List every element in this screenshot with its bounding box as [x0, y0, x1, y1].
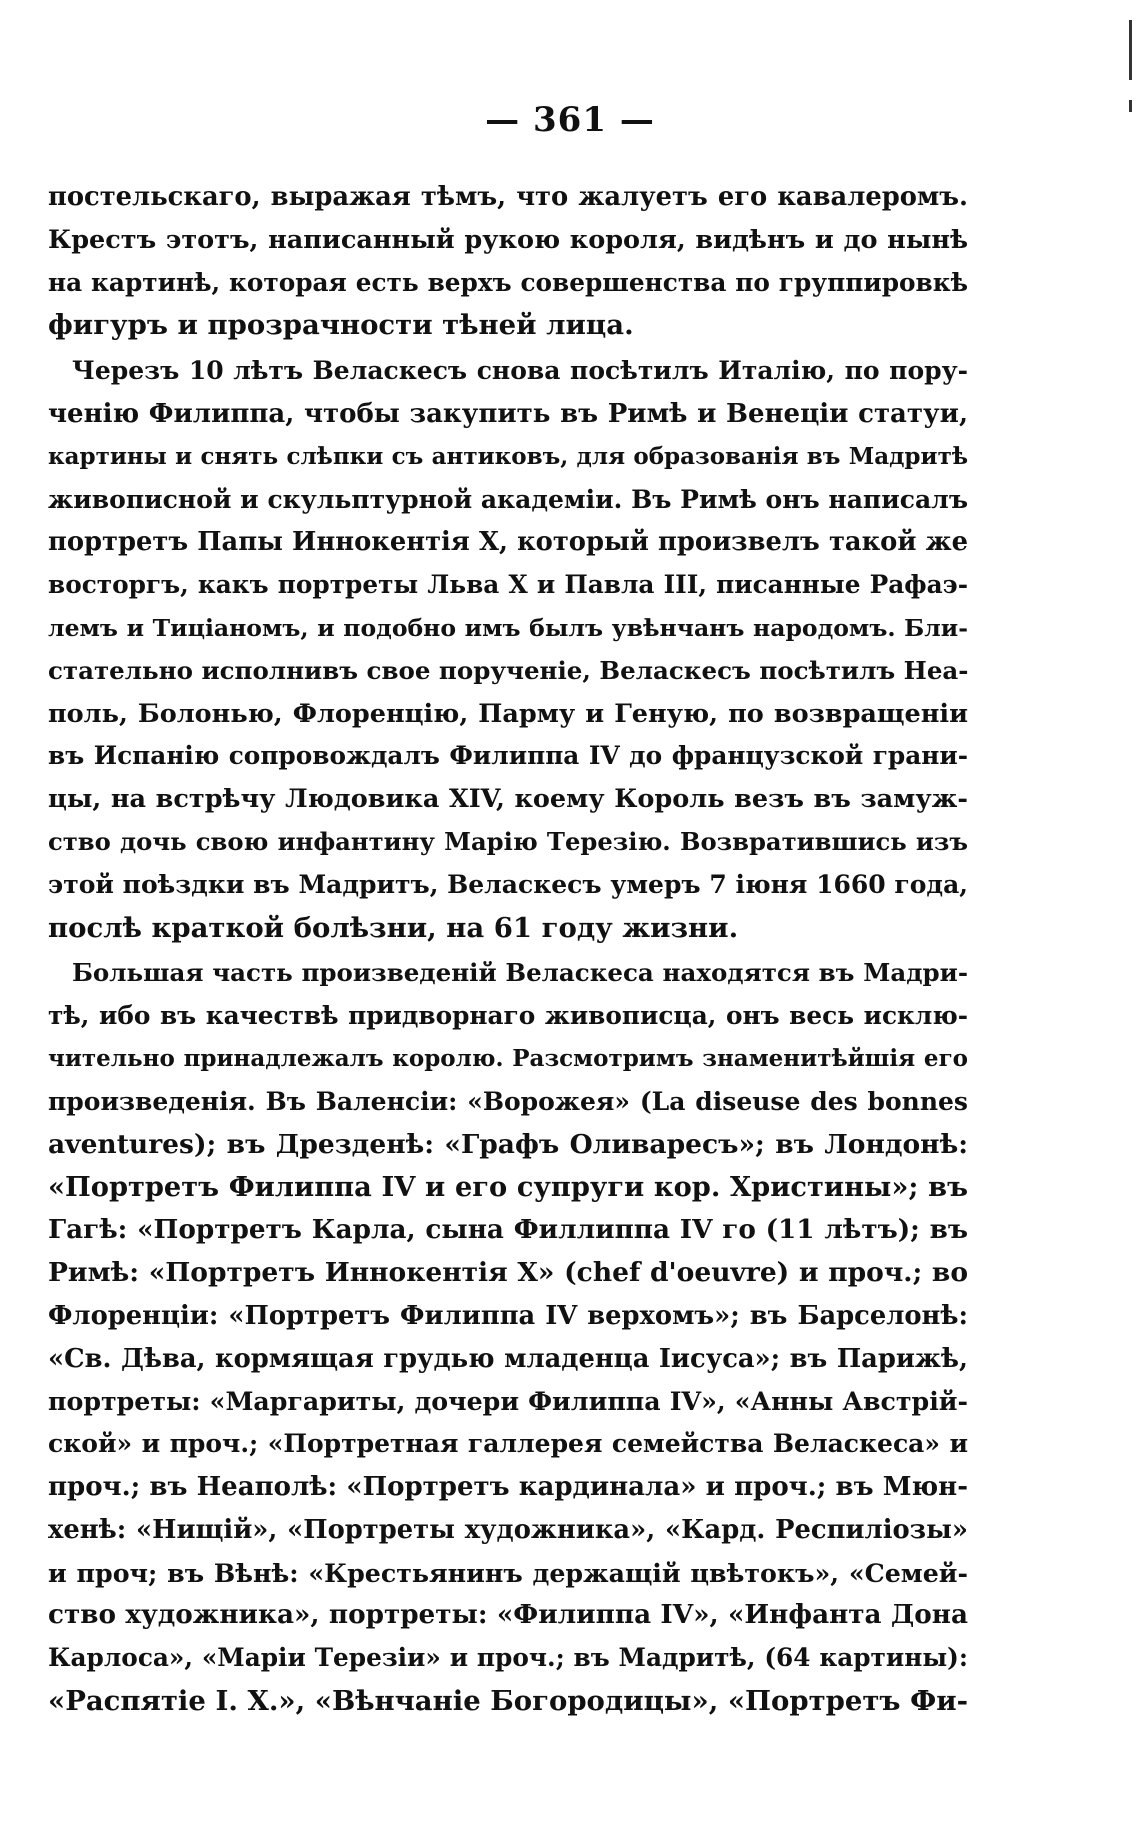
- text-line: ство художника», портреты: «Филиппа IV», «Инфанта Дона: [48, 1599, 968, 1631]
- text-line: въ Испанію сопровождалъ Филиппа IV до французской грани-: [48, 741, 968, 771]
- text-line: и проч; въ Вѣнѣ: «Крестьянинъ держащій цвѣтокъ», «Семей-: [48, 1557, 968, 1588]
- text-line: Карлоса», «Маріи Терезіи» и проч.; въ Мадритѣ, (64 картины):: [48, 1643, 968, 1673]
- text-line: проч.; въ Неаполѣ: «Портретъ кардинала» и проч.; въ Мюн-: [48, 1471, 968, 1502]
- text-line: на картинѣ, которая есть верхъ совершенства по группировкѣ: [48, 267, 968, 297]
- text-line: постельскаго, выражая тѣмъ, что жалуетъ его кавалеромъ.: [48, 182, 968, 212]
- scan-edge-mark: [1129, 100, 1132, 112]
- text-line: произведенія. Въ Валенсіи: «Ворожея» (La diseuse des bonnes: [48, 1086, 968, 1116]
- text-line: поль, Болонью, Флоренцію, Парму и Геную, по возвращеніи: [48, 698, 968, 729]
- text-line: цы, на встрѣчу Людовика XIV, коему Король везъ въ замуж-: [48, 784, 968, 815]
- scan-edge-mark: [1129, 20, 1132, 80]
- text-line: aventures); въ Дрезденѣ: «Графъ Оливаресъ»; въ Лондонѣ:: [48, 1128, 968, 1160]
- text-line: ченію Филиппа, чтобы закупить въ Римѣ и Венеціи статуи,: [48, 398, 968, 429]
- text-line: ской» и проч.; «Портретная галлерея семейства Веласкеса» и: [48, 1429, 968, 1459]
- text-line: фигуръ и прозрачности тѣней лица.: [48, 309, 634, 342]
- text-line: лемъ и Тиціаномъ, и подобно имъ былъ увѣнчанъ народомъ. Бли-: [48, 613, 968, 642]
- text-line: Гагѣ: «Портретъ Карла, сына Филлиппа IV го (11 лѣтъ); въ: [48, 1214, 968, 1246]
- body-text: [48, 176, 968, 1723]
- text-line: «Портретъ Филиппа IV и его супруги кор. Христины»; въ: [48, 1171, 968, 1204]
- text-line: тѣ, ибо въ качествѣ придворнаго живописца, онъ весь исклю-: [48, 1001, 968, 1031]
- text-line: ство дочь свою инфантину Марію Терезію. Возвратившись изъ: [48, 826, 968, 856]
- text-line: «Св. Дѣва, кормящая грудью младенца Іисуса»; въ Парижѣ,: [48, 1343, 968, 1374]
- text-line: картины и снять слѣпки съ антиковъ, для образованія въ Мадритѣ: [48, 442, 968, 470]
- text-line: Римѣ: «Портретъ Иннокентія X» (chef d'oeuvre) и проч.; во: [48, 1256, 968, 1288]
- text-line: «Распятіе I. X.», «Вѣнчаніе Богородицы», «Портретъ Фи-: [48, 1684, 968, 1717]
- text-line: портреты: «Маргариты, дочери Филиппа IV», «Анны Австрій-: [48, 1386, 968, 1417]
- text-line: живописной и скульптурной академіи. Въ Римѣ онъ написалъ: [48, 484, 968, 514]
- text-line: стательно исполнивъ свое порученіе, Веласкесъ посѣтилъ Неа-: [48, 655, 968, 685]
- text-line: Черезъ 10 лѣтъ Веласкесъ снова посѣтилъ Италію, по пору-: [72, 356, 968, 386]
- text-line: послѣ краткой болѣзни, на 61 году жизни.: [48, 911, 739, 944]
- text-line: портретъ Папы Иннокентія X, который произвелъ такой же: [48, 527, 968, 558]
- text-line: Крестъ этотъ, написанный рукою короля, видѣнъ и до нынѣ: [48, 224, 968, 255]
- text-line: восторгъ, какъ портреты Льва X и Павла III, писанные Рафаэ-: [48, 570, 968, 600]
- text-line: хенѣ: «Нищій», «Портреты художника», «Кард. Респиліозы»: [48, 1514, 968, 1545]
- page-number: — 361 —: [485, 100, 655, 140]
- text-line: Большая часть произведеній Веласкеса находятся въ Мадри-: [72, 958, 968, 988]
- text-line: Флоренціи: «Портретъ Филиппа IV верхомъ»; въ Барселонѣ:: [48, 1300, 968, 1331]
- text-line: этой поѣздки въ Мадритъ, Веласкесъ умеръ 7 іюня 1660 года,: [48, 869, 968, 899]
- text-line: чительно принадлежалъ королю. Разсмотримъ знаменитѣйшія его: [48, 1044, 968, 1072]
